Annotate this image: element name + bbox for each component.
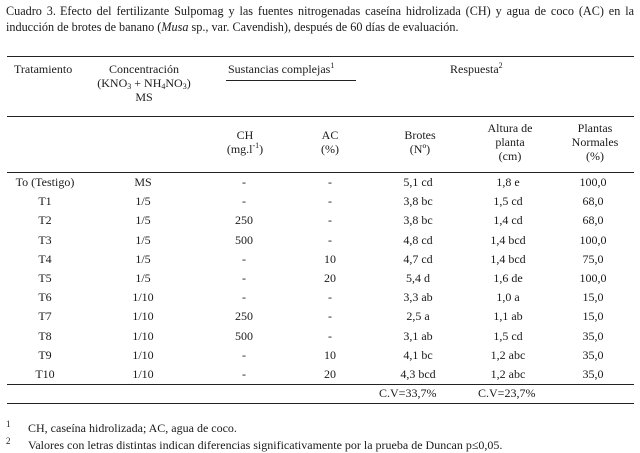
cell-ch: 250: [235, 213, 253, 228]
table-row: [0, 307, 640, 326]
cell-brotes: 4,8 cd: [403, 232, 433, 247]
header-concentracion-line1: Concentración: [109, 62, 179, 76]
cell-altura: 1,2 abc: [490, 367, 526, 381]
cell-brotes: 3,8 bc: [403, 194, 433, 209]
caption-text-part1: Efecto del fertilizante Sulpomag y las fuentes nitrogenadas caseína hidrolizada (CH) y agua de coco (AC) en la inducción de brotes de banano (: [6, 4, 634, 34]
header-concentracion-line3: MS: [135, 90, 153, 104]
table-body-bottom-rule: [7, 384, 634, 385]
cell-trat: T5: [38, 271, 52, 285]
cell-brotes: 3,3 ab: [403, 290, 433, 305]
cell-conc: 1/5: [135, 271, 151, 285]
cell-trat: T3: [38, 232, 52, 247]
cell-conc: 1/5: [135, 194, 151, 209]
header-ch: CH $(mg.l^{-1})$: [226, 128, 264, 156]
cell-altura: 1,2 abc: [490, 347, 526, 362]
cell-plantas: 35,0: [582, 347, 604, 362]
footnote-1-text: CH, caseína hidrolizada; AC, agua de coco.: [28, 421, 237, 435]
cell-trat: T8: [38, 328, 52, 343]
cell-altura: 1,5 cd: [493, 194, 523, 209]
cell-altura: 1,1 ab: [493, 309, 523, 324]
table-row: [0, 365, 640, 384]
table-row: [0, 288, 640, 307]
cell-ch: -: [242, 175, 246, 189]
cell-conc: 1/10: [132, 347, 154, 362]
cell-altura: 1,4 cd: [493, 213, 523, 228]
table-row: [0, 173, 640, 192]
table-row: [0, 211, 640, 230]
cell-ch: -: [242, 367, 246, 381]
caption-label: Cuadro 3.: [6, 4, 56, 18]
footnote-2-number: 2: [6, 436, 11, 446]
cell-brotes: 4,1 bc: [403, 347, 433, 362]
cell-brotes: 3,8 bc: [403, 213, 433, 228]
cell-ac: -: [328, 175, 332, 189]
cell-ch: -: [242, 271, 246, 285]
cell-plantas: 35,0: [582, 367, 604, 381]
cell-ac: 20: [324, 367, 336, 381]
cell-plantas: 35,0: [582, 328, 604, 343]
cell-trat: T7: [38, 309, 52, 324]
header-concentracion-line2: $(KNO_3 + NH_4NO_3)$: [97, 76, 191, 91]
header-plantas: Plantas Normales (%): [571, 121, 619, 163]
cell-plantas: 15,0: [582, 309, 604, 324]
sustancias-underline: [226, 80, 356, 81]
cell-altura: 1,4 bcd: [490, 232, 526, 247]
cell-plantas: 75,0: [582, 251, 604, 266]
header-brotes: Brotes (Nº): [404, 128, 436, 156]
cell-trat: T1: [38, 194, 52, 209]
cell-ch: -: [242, 194, 246, 209]
cell-plantas: 15,0: [582, 290, 604, 305]
cell-conc: 1/10: [132, 367, 154, 381]
cell-altura: 1,8 e: [496, 175, 520, 189]
cell-plantas: 100,0: [579, 271, 607, 285]
cell-ac: 10: [324, 251, 336, 266]
header-respuesta: Respuesta$^2$: [450, 61, 503, 76]
cell-altura: 1,0 a: [496, 290, 520, 305]
cell-ac: -: [328, 232, 332, 247]
footnote-2-text: Valores con letras distintas indican diferencias significativamente por la prueba de Duncan p≤0,05.: [28, 438, 503, 452]
cell-conc: MS: [134, 175, 152, 189]
cell-ch: 500: [235, 328, 253, 343]
cell-conc: 1/10: [132, 328, 154, 343]
cell-brotes: 2,5 a: [406, 309, 430, 324]
caption-text-part2: sp., var. Cavendish), después de 60 días de evaluación.: [188, 20, 459, 34]
cell-ac: 10: [324, 347, 336, 362]
header-mid-rule: [7, 116, 634, 117]
cell-conc: 1/5: [135, 251, 151, 266]
cell-conc: 1/5: [135, 213, 151, 228]
cell-brotes: 4,7 cd: [403, 251, 433, 266]
cell-ch: 250: [235, 309, 253, 324]
cell-ch: -: [242, 347, 246, 362]
footnote-1-number: 1: [6, 419, 11, 429]
caption-species: Musa: [161, 20, 189, 34]
cell-brotes: 4,3 bcd: [400, 367, 436, 381]
header-altura: Altura de planta (cm): [487, 121, 533, 163]
table-row: [0, 250, 640, 269]
cell-ch: -: [242, 251, 246, 266]
cv-brotes: C.V=33,7%: [379, 386, 437, 400]
table-row: [0, 269, 640, 288]
table-caption: [6, 3, 634, 35]
cell-brotes: 3,1 ab: [403, 328, 433, 343]
cell-altura: 1,4 bcd: [490, 251, 526, 266]
header-sustancias: Sustancias complejas$^1$: [228, 61, 335, 76]
table-final-rule: [7, 403, 634, 404]
cell-conc: 1/10: [132, 290, 154, 305]
cell-conc: 1/5: [135, 232, 151, 247]
cell-trat: T4: [38, 251, 52, 266]
cell-trat: T9: [38, 347, 52, 362]
cell-conc: 1/10: [132, 309, 154, 324]
cell-brotes: 5,1 cd: [403, 175, 433, 189]
cv-altura: C.V=23,7%: [478, 386, 536, 400]
cell-trat: T2: [38, 213, 52, 228]
table-top-rule: [7, 56, 634, 57]
cell-plantas: 100,0: [579, 232, 607, 247]
table-row: [0, 346, 640, 365]
cell-trat: T6: [38, 290, 52, 305]
cell-brotes: 5,4 d: [406, 271, 430, 285]
cell-ac: -: [328, 194, 332, 209]
table-row: [0, 231, 640, 250]
cell-plantas: 68,0: [582, 194, 604, 209]
header-concentracion: [94, 62, 194, 104]
cell-ch: -: [242, 290, 246, 305]
cell-ch: 500: [235, 232, 253, 247]
cell-ac: 20: [324, 271, 336, 285]
table-row: [0, 192, 640, 211]
cell-trat: To (Testigo): [15, 175, 75, 189]
cell-trat: T10: [35, 367, 55, 381]
table-row: [0, 327, 640, 346]
header-tratamiento: Tratamiento: [14, 62, 73, 76]
cell-altura: 1,5 cd: [493, 328, 523, 343]
cell-ac: -: [328, 328, 332, 343]
cell-ac: -: [328, 309, 332, 324]
header-ac: AC (%): [321, 128, 339, 156]
cell-plantas: 100,0: [579, 175, 607, 189]
cell-altura: 1,6 de: [493, 271, 523, 285]
cell-ac: -: [328, 213, 332, 228]
cell-ac: -: [328, 290, 332, 305]
cell-plantas: 68,0: [582, 213, 604, 228]
